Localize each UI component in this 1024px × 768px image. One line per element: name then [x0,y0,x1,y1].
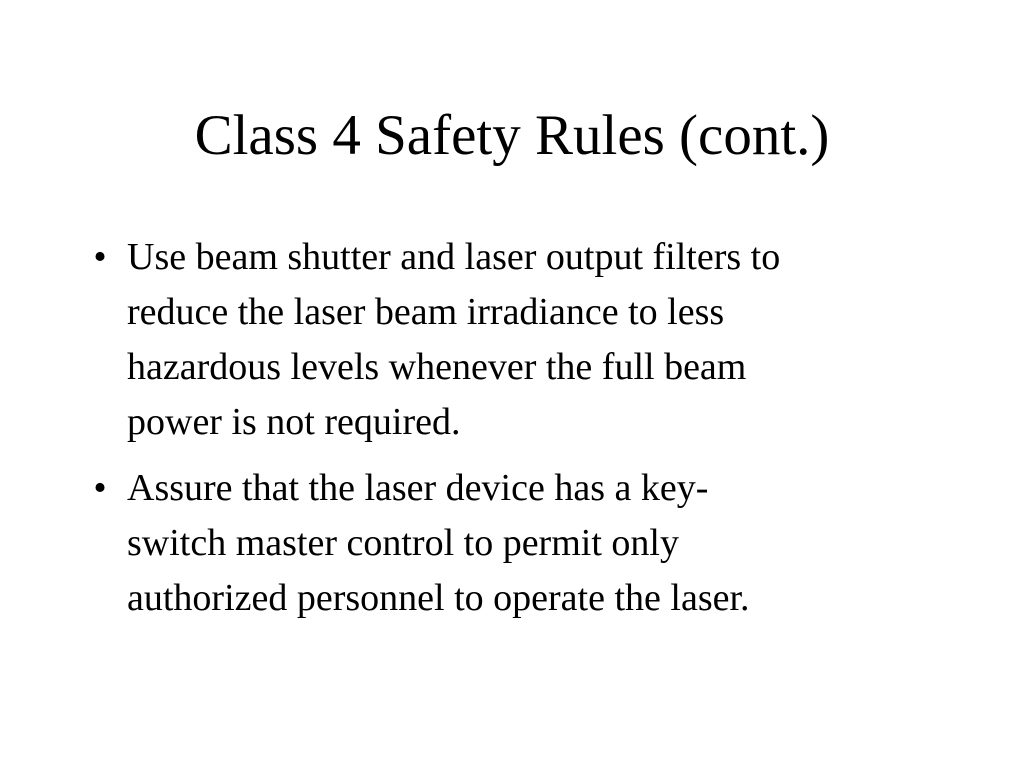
bullet-line: power is not required. [127,401,461,443]
bullet-item [85,461,935,626]
bullet-list [85,230,935,637]
bullet-line: switch master control to permit only [127,522,679,564]
bullet-line: authorized personnel to operate the laser. [127,577,750,619]
bullet-item [85,230,935,450]
bullet-icon: • [93,236,107,278]
bullet-line: reduce the laser beam irradiance to less [127,291,725,333]
bullet-text [127,230,935,450]
bullet-line: Use beam shutter and laser output filters to [127,236,781,278]
bullet-line: hazardous levels whenever the full beam [127,346,747,388]
bullet-text [127,461,935,626]
bullet-icon: • [93,467,107,509]
bullet-line: Assure that the laser device has a key- [127,467,709,509]
slide-title: Class 4 Safety Rules (cont.) [194,104,830,167]
